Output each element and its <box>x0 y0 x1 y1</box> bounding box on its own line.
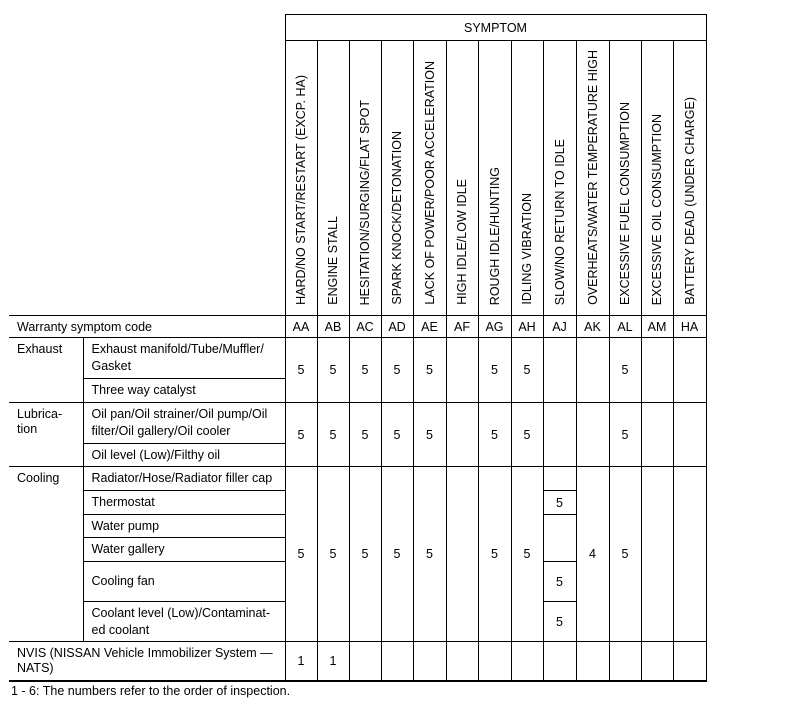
value-cell: 5 <box>609 338 641 403</box>
value-cell: 5 <box>285 403 317 467</box>
item-thermostat: Thermostat <box>83 491 285 515</box>
value-cell: 5 <box>381 403 413 467</box>
item-water-pump: Water pump <box>83 515 285 538</box>
value-cell <box>511 642 543 681</box>
symptom-header-am: EXCESSIVE OIL CONSUMPTION <box>641 41 673 316</box>
value-cell <box>641 338 673 403</box>
code-cell: AH <box>511 316 543 338</box>
item-exhaust-manifold: Exhaust manifold/Tube/Muffler/ Gasket <box>83 338 285 379</box>
value-cell: 5 <box>317 338 349 403</box>
symptom-header-al: EXCESSIVE FUEL CONSUMPTION <box>609 41 641 316</box>
symptom-header-ac: HESITATION/SURGING/FLAT SPOT <box>349 41 381 316</box>
symptom-header-aj: SLOW/NO RETURN TO IDLE <box>543 41 576 316</box>
value-cell <box>543 403 576 467</box>
value-cell <box>349 642 381 681</box>
value-cell: 5 <box>478 467 511 642</box>
value-cell: 5 <box>511 403 543 467</box>
value-cell <box>478 642 511 681</box>
item-three-way-catalyst: Three way catalyst <box>83 379 285 403</box>
value-cell <box>641 467 673 642</box>
symptom-header-ab: ENGINE STALL <box>317 41 349 316</box>
value-cell: 1 <box>317 642 349 681</box>
group-lubrication: Lubrica- tion <box>9 403 83 467</box>
item-water-gallery: Water gallery <box>83 538 285 562</box>
symptom-header-ag: ROUGH IDLE/HUNTING <box>478 41 511 316</box>
value-cell-aj-cooling-fan: 5 <box>543 562 576 602</box>
value-cell: 5 <box>381 467 413 642</box>
value-cell: 5 <box>317 403 349 467</box>
value-cell-empty <box>543 515 576 562</box>
value-cell-empty <box>543 467 576 491</box>
value-cell <box>543 338 576 403</box>
value-cell: 5 <box>285 338 317 403</box>
code-cell: AD <box>381 316 413 338</box>
symptom-header-ak: OVERHEATS/WATER TEMPERATURE HIGH <box>576 41 609 316</box>
value-cell <box>641 642 673 681</box>
value-cell: 5 <box>349 338 381 403</box>
value-cell <box>543 642 576 681</box>
value-cell: 5 <box>413 403 446 467</box>
warranty-code-label: Warranty symptom code <box>9 316 285 338</box>
code-cell: AB <box>317 316 349 338</box>
value-cell: 5 <box>413 467 446 642</box>
value-cell: 5 <box>478 403 511 467</box>
value-cell: 5 <box>285 467 317 642</box>
value-cell: 5 <box>511 338 543 403</box>
value-cell: 5 <box>349 403 381 467</box>
code-cell: AK <box>576 316 609 338</box>
code-cell: AF <box>446 316 478 338</box>
value-cell-aj-thermostat: 5 <box>543 491 576 515</box>
value-cell: 5 <box>511 467 543 642</box>
value-cell: 5 <box>413 338 446 403</box>
code-cell: AG <box>478 316 511 338</box>
symptom-header-ah: IDLING VIBRATION <box>511 41 543 316</box>
value-cell: 5 <box>317 467 349 642</box>
symptom-header-ad: SPARK KNOCK/DETONATION <box>381 41 413 316</box>
diagnosis-table <box>9 14 707 682</box>
value-cell: 5 <box>609 467 641 642</box>
value-cell-aj-coolant-level: 5 <box>543 602 576 642</box>
code-cell: AJ <box>543 316 576 338</box>
symptom-header-ha: BATTERY DEAD (UNDER CHARGE) <box>673 41 706 316</box>
value-cell <box>673 338 706 403</box>
item-coolant-level: Coolant level (Low)/Contaminat- ed coolant <box>83 602 285 642</box>
symptom-header-af: HIGH IDLE/LOW IDLE <box>446 41 478 316</box>
symptom-header-aa: HARD/NO START/RESTART (EXCP. HA) <box>285 41 317 316</box>
value-cell <box>673 403 706 467</box>
item-oil-pan: Oil pan/Oil strainer/Oil pump/Oil filter/Oil gallery/Oil cooler <box>83 403 285 444</box>
value-cell <box>446 338 478 403</box>
item-oil-level: Oil level (Low)/Filthy oil <box>83 444 285 467</box>
value-cell: 4 <box>576 467 609 642</box>
value-cell: 5 <box>381 338 413 403</box>
value-cell <box>641 403 673 467</box>
value-cell <box>381 642 413 681</box>
value-cell <box>446 403 478 467</box>
symptom-header-ae: LACK OF POWER/POOR ACCELERATION <box>413 41 446 316</box>
value-cell: 5 <box>478 338 511 403</box>
code-cell: AE <box>413 316 446 338</box>
group-cooling: Cooling <box>9 467 83 642</box>
group-nvis: NVIS (NISSAN Vehicle Immobilizer System — NATS) <box>9 642 285 681</box>
value-cell <box>673 642 706 681</box>
code-cell: AL <box>609 316 641 338</box>
value-cell: 1 <box>285 642 317 681</box>
value-cell <box>576 403 609 467</box>
item-radiator: Radiator/Hose/Radiator filler cap <box>83 467 285 491</box>
value-cell: 5 <box>609 403 641 467</box>
value-cell <box>576 642 609 681</box>
value-cell: 5 <box>349 467 381 642</box>
group-exhaust: Exhaust <box>9 338 83 403</box>
blank-corner <box>9 15 285 316</box>
code-cell: AC <box>349 316 381 338</box>
value-cell <box>413 642 446 681</box>
value-cell <box>576 338 609 403</box>
code-cell: AA <box>285 316 317 338</box>
value-cell <box>446 642 478 681</box>
symptom-header: SYMPTOM <box>285 15 706 41</box>
item-cooling-fan: Cooling fan <box>83 562 285 602</box>
value-cell <box>609 642 641 681</box>
value-cell <box>446 467 478 642</box>
value-cell <box>673 467 706 642</box>
code-cell: HA <box>673 316 706 338</box>
code-cell: AM <box>641 316 673 338</box>
footnote: 1 - 6: The numbers refer to the order of inspection. <box>11 684 291 698</box>
